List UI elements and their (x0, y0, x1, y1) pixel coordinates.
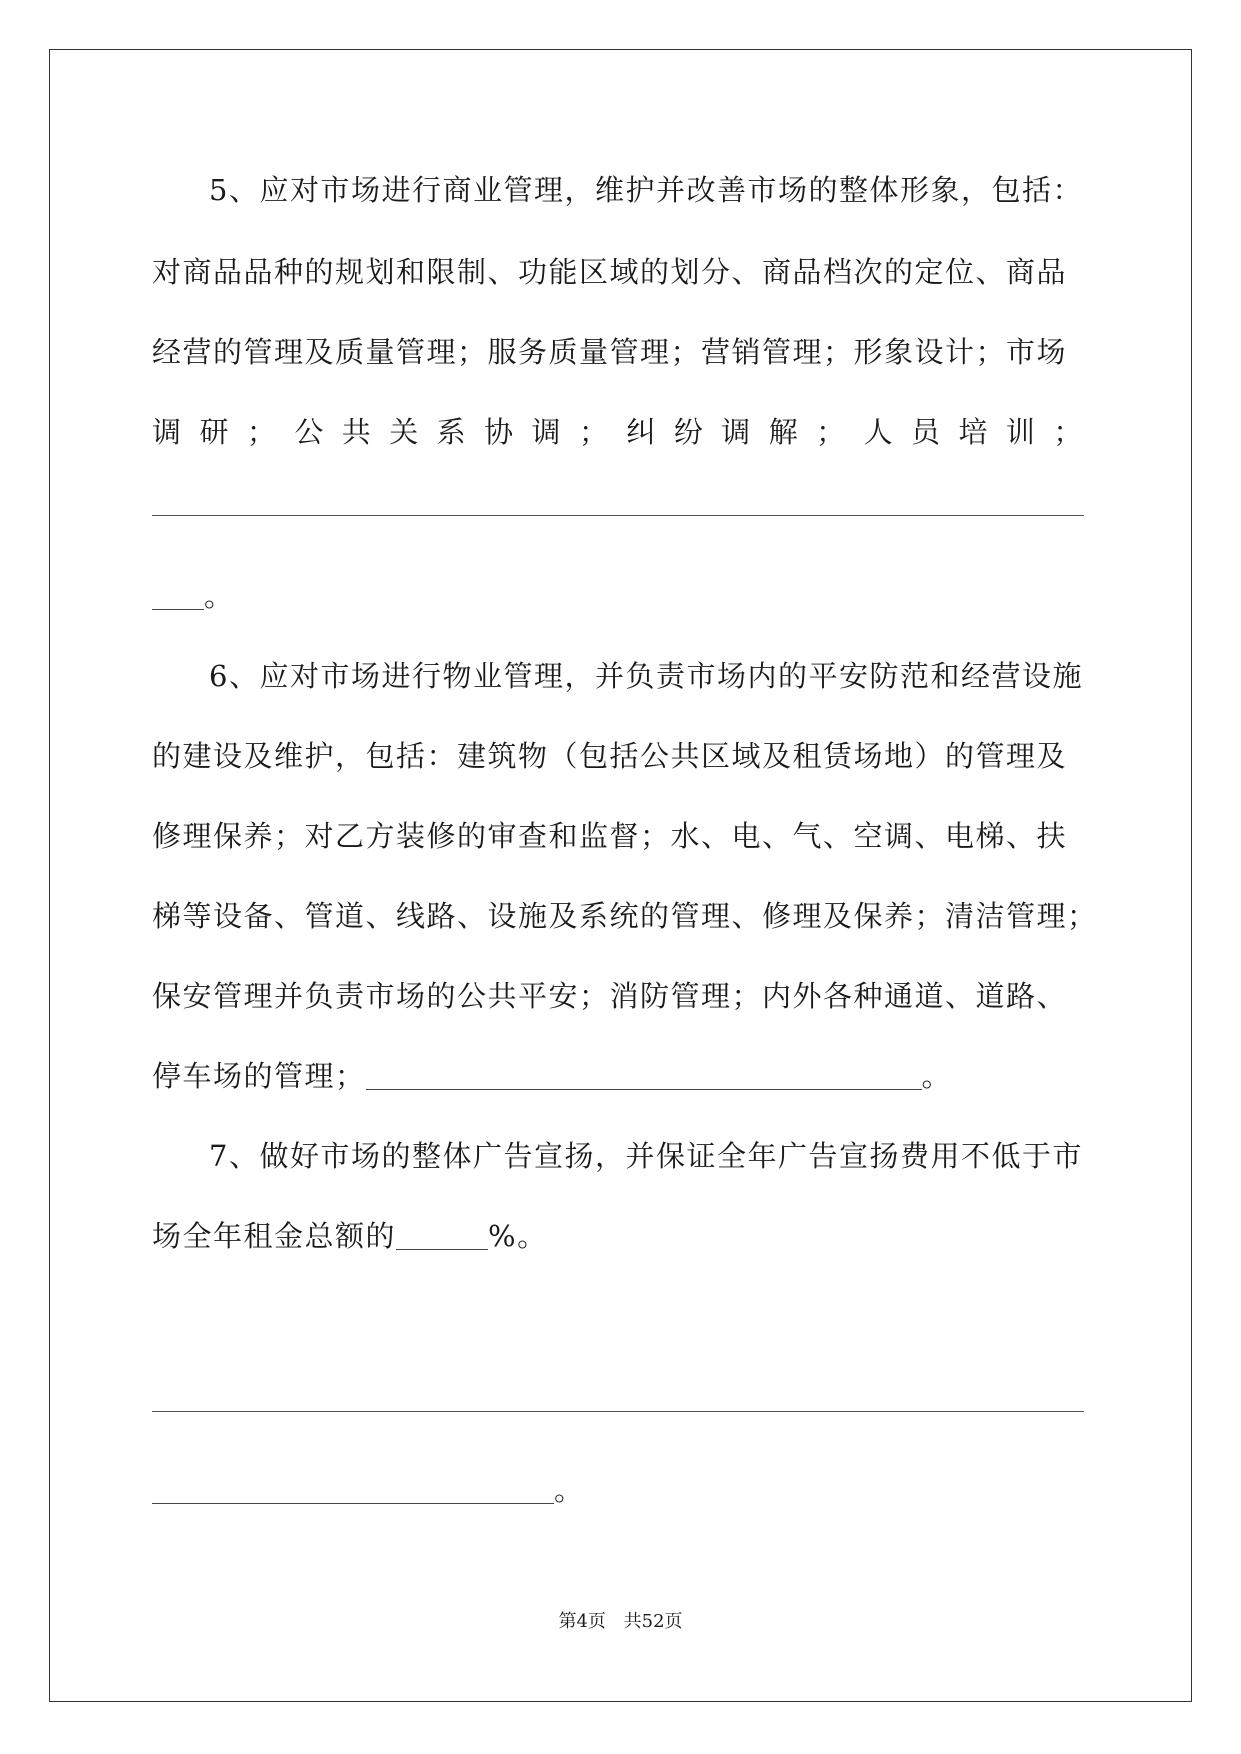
trailing-end-punct: 。 (554, 1473, 585, 1507)
fill-in-blank (152, 1502, 554, 1504)
justified-char: 调 (531, 415, 563, 449)
clause-7-line-2-text: 场全年租金总额的 (152, 1219, 397, 1253)
justified-char: 纷 (673, 415, 705, 449)
fill-in-blank (152, 608, 204, 610)
clause-7-line-1: 7、做好市场的整体广告宣扬，并保证全年广告宣扬费用不低于市 (209, 1139, 1083, 1173)
justified-char: 纠 (626, 415, 657, 449)
fill-in-blank-line (152, 515, 1084, 516)
justified-char: 调 (152, 415, 183, 449)
clause-5-end-punct: 。 (204, 579, 235, 613)
clause-5-line-4 (152, 412, 1084, 452)
clause-6-line-2: 的建设及维护，包括：建筑物（包括公共区域及租赁场地）的管理及 (152, 739, 1068, 773)
clause-5-line-6 (152, 576, 1084, 616)
page-footer (0, 1610, 1241, 1634)
justified-char: ； (578, 415, 610, 449)
justified-char: 培 (958, 415, 989, 449)
fill-in-blank (396, 1248, 488, 1250)
trailing-blank-line (152, 1470, 1084, 1510)
clause-6-line-5: 保安管理并负责市场的公共平安；消防管理；内外各种通道、道路、 (152, 979, 1068, 1013)
clause-7-percent: %。 (488, 1219, 548, 1253)
clause-5-line-2: 对商品品种的规划和限制、功能区域的划分、商品档次的定位、商品 (152, 255, 1068, 289)
justified-char: 公 (294, 415, 325, 449)
clause-6-line-1: 6、应对市场进行物业管理，并负责市场内的平安防范和经营设施 (209, 659, 1083, 693)
justified-char: 关 (389, 415, 420, 449)
clause-6-end-punct: 。 (921, 1059, 953, 1093)
clause-5-line-3: 经营的管理及质量管理；服务质量管理；营销管理；形象设计；市场 (152, 335, 1068, 369)
clause-7-line-2 (152, 1216, 1084, 1256)
justified-char: ； (1053, 415, 1084, 449)
justified-char: 协 (484, 415, 515, 449)
fill-in-blank (366, 1088, 922, 1090)
justified-char: 员 (911, 415, 942, 449)
clause-6-line-3: 修理保养；对乙方装修的审查和监督；水、电、气、空调、电梯、扶 (152, 819, 1068, 853)
clause-6-line-6 (152, 1056, 1084, 1096)
justified-char: ； (246, 415, 278, 449)
clause-5-line-1: 5、应对市场进行商业管理，维护并改善市场的整体形象，包括： (209, 173, 1083, 207)
clause-6-line-6-text: 停车场的管理； (152, 1059, 366, 1093)
justified-char: 共 (341, 415, 373, 449)
justified-char: 调 (721, 415, 752, 449)
page-border (49, 49, 1192, 1702)
justified-char: 人 (863, 415, 895, 449)
fill-in-blank-line (152, 1411, 1084, 1412)
justified-char: 解 (768, 415, 800, 449)
page-number: 第4页 (558, 1611, 606, 1632)
justified-char: ； (816, 415, 847, 449)
justified-char: 系 (436, 415, 468, 449)
justified-char: 训 (1005, 415, 1037, 449)
justified-char: 研 (199, 415, 230, 449)
clause-6-line-4: 梯等设备、管道、线路、设施及系统的管理、修理及保养；清洁管理； (152, 899, 1098, 933)
page-total: 共52页 (623, 1611, 683, 1632)
